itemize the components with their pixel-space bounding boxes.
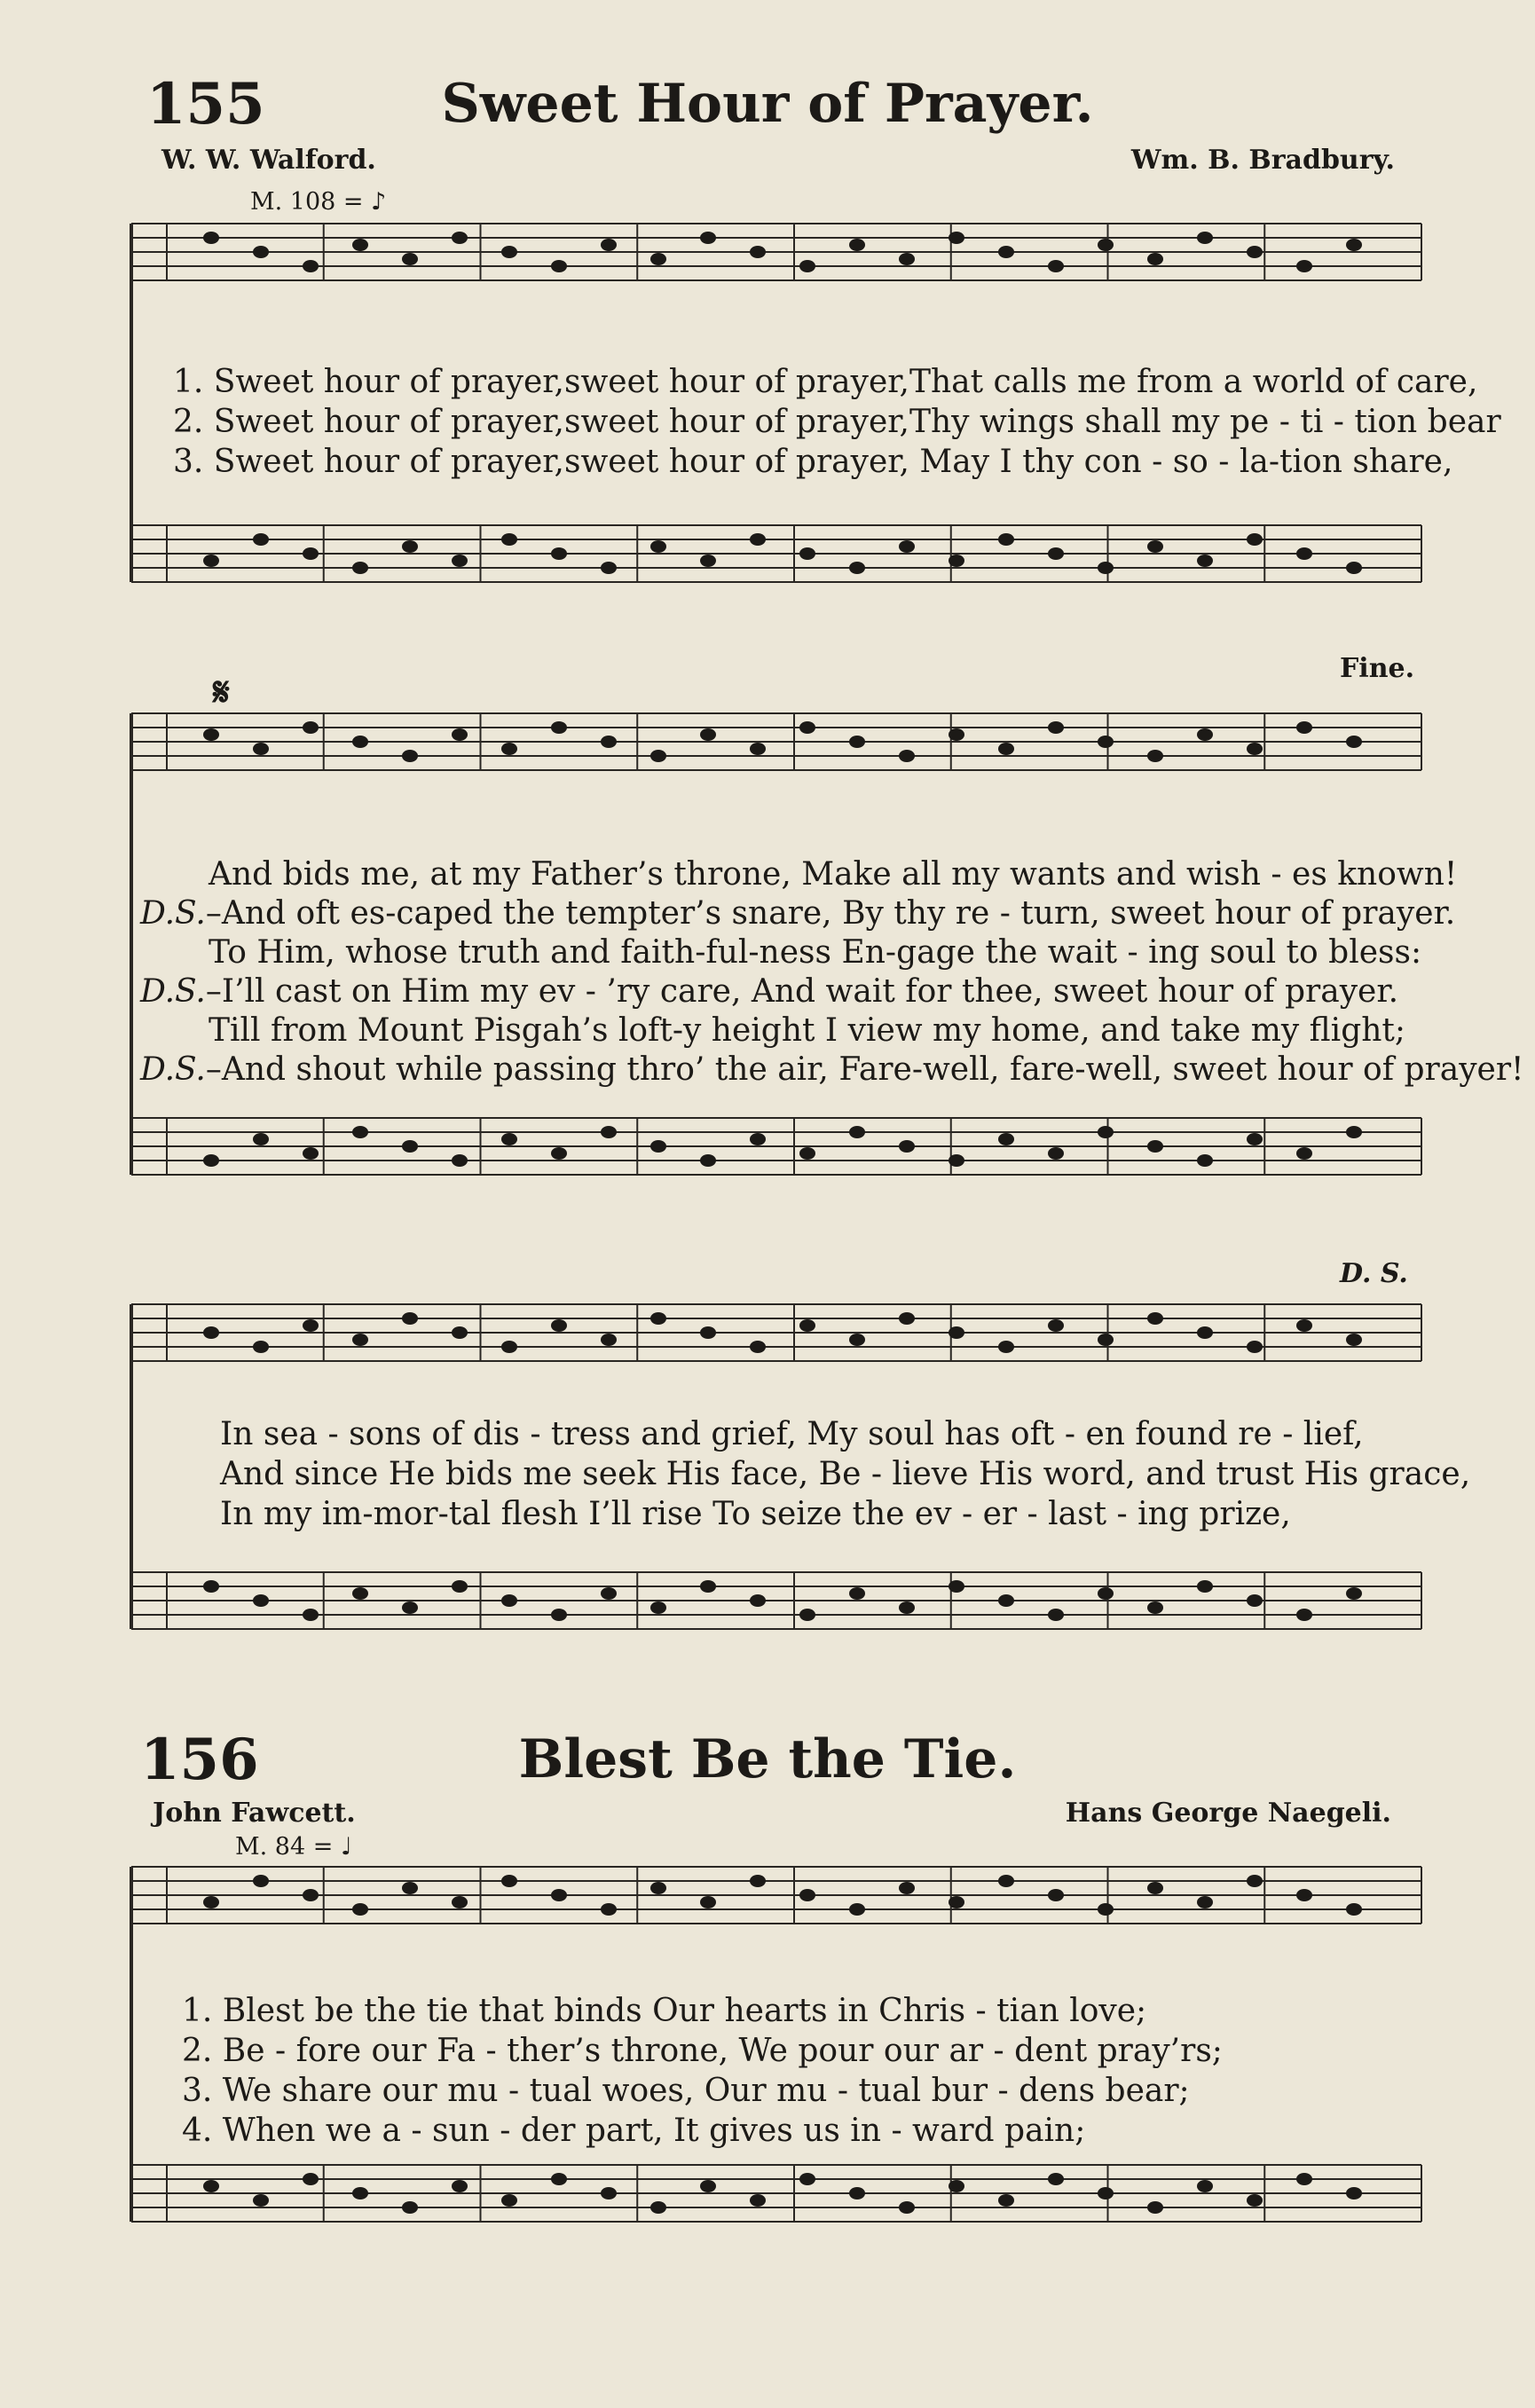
note-head (601, 2187, 617, 2199)
note-head (1147, 1882, 1163, 1894)
note-head (949, 1896, 964, 1908)
note-head (1197, 232, 1213, 244)
lyric-line: 1. Sweet hour of prayer,sweet hour of prayer,That calls me from a world of care, (173, 364, 1478, 400)
note-head (650, 1140, 666, 1153)
note-head (1296, 547, 1312, 560)
hymn-title: Sweet Hour of Prayer. (441, 73, 1094, 135)
note-head (899, 1882, 915, 1894)
note-head (899, 1140, 915, 1153)
note-head (750, 743, 766, 755)
note-head (1048, 1889, 1064, 1901)
note-head (551, 547, 567, 560)
note-head (849, 562, 865, 574)
note-head (303, 1147, 319, 1160)
note-head (501, 1341, 517, 1353)
note-head (799, 260, 815, 272)
hymn-title: Blest Be the Tie. (518, 1728, 1017, 1790)
note-head (1346, 562, 1362, 574)
lyric-line: In my im-mor-tal flesh I’ll rise To seize the ev - er - last - ing prize, (220, 1496, 1291, 1532)
note-head (501, 1594, 517, 1607)
note-head (402, 1140, 418, 1153)
note-head (1098, 2187, 1114, 2199)
note-head (1197, 1154, 1213, 1167)
note-head (551, 260, 567, 272)
note-head (402, 1882, 418, 1894)
note-head (1197, 555, 1213, 567)
note-head (452, 1326, 468, 1339)
note-head (551, 1147, 567, 1160)
lyric-line: Till from Mount Pisgah’s loft-y height I view my home, and take my flight; (209, 1012, 1406, 1049)
note-head (402, 1601, 418, 1614)
note-head (1048, 260, 1064, 272)
hymn-number: 156 (140, 1727, 259, 1793)
note-head (700, 1896, 716, 1908)
note-head (650, 253, 666, 265)
note-head (452, 555, 468, 567)
note-head (452, 232, 468, 244)
note-head (253, 2194, 269, 2207)
note-head (750, 1341, 766, 1353)
note-head (1098, 562, 1114, 574)
note-head (1296, 1319, 1312, 1332)
note-head (700, 2180, 716, 2192)
note-head (203, 1154, 219, 1167)
lyric-line: 1. Blest be the tie that binds Our hearts in Chris - tian love; (182, 1993, 1147, 2029)
hymn-author: W. W. Walford. (161, 145, 376, 176)
note-head (402, 253, 418, 265)
note-head (203, 1326, 219, 1339)
lyric-line: 2. Be - fore our Fa - ther’s throne, We pour our ar - dent pray’rs; (182, 2033, 1223, 2069)
note-head (402, 2201, 418, 2214)
note-head (352, 562, 368, 574)
note-head (1048, 1609, 1064, 1621)
note-head (998, 246, 1014, 258)
note-head (253, 1875, 269, 1887)
note-head (1147, 2201, 1163, 2214)
note-head (899, 750, 915, 762)
note-head (551, 2173, 567, 2185)
note-head (203, 1580, 219, 1593)
note-head (799, 1147, 815, 1160)
note-head (949, 232, 964, 244)
note-head (998, 533, 1014, 546)
note-head (501, 1133, 517, 1145)
note-head (1247, 246, 1263, 258)
note-head (352, 1126, 368, 1138)
note-head (1147, 1140, 1163, 1153)
note-head (949, 1326, 964, 1339)
note-head (601, 562, 617, 574)
note-head (352, 1587, 368, 1600)
note-head (1098, 1334, 1114, 1346)
note-head (1197, 1896, 1213, 1908)
note-head (303, 1609, 319, 1621)
note-head (1296, 260, 1312, 272)
note-head (998, 1341, 1014, 1353)
note-head (849, 1903, 865, 1916)
note-head (1147, 540, 1163, 553)
note-head (1296, 2173, 1312, 2185)
lyric-line: And since He bids me seek His face, Be - lieve His word, and trust His grace, (220, 1456, 1471, 1492)
note-head (799, 721, 815, 734)
note-head (650, 1601, 666, 1614)
note-head (601, 1587, 617, 1600)
note-head (1197, 728, 1213, 741)
lyric-line: 3. We share our mu - tual woes, Our mu - tual bur - dens bear; (182, 2073, 1190, 2109)
note-head (303, 260, 319, 272)
note-head (303, 2173, 319, 2185)
note-head (601, 1334, 617, 1346)
note-head (849, 2187, 865, 2199)
note-head (1247, 1133, 1263, 1145)
note-head (1247, 1875, 1263, 1887)
note-head (203, 2180, 219, 2192)
note-head (452, 1896, 468, 1908)
note-head (1247, 1594, 1263, 1607)
note-head (1346, 736, 1362, 748)
note-head (799, 2173, 815, 2185)
note-head (899, 1312, 915, 1325)
fine-marking: Fine. (1340, 653, 1415, 684)
note-head (1346, 1126, 1362, 1138)
note-head (501, 1875, 517, 1887)
note-head (799, 1319, 815, 1332)
note-head (1147, 1312, 1163, 1325)
note-head (501, 246, 517, 258)
note-head (501, 533, 517, 546)
ds-marking: D. S. (1340, 1258, 1408, 1289)
note-head (1296, 721, 1312, 734)
note-head (899, 1601, 915, 1614)
lyric-line: D.S.–And shout while passing thro’ the air, Fare-well, fare-well, sweet hour of prayer! (140, 1051, 1524, 1088)
note-head (700, 1154, 716, 1167)
lyric-line: D.S.–And oft es-caped the tempter’s snare, By thy re - turn, sweet hour of prayer. (140, 895, 1456, 932)
lyric-line: D.S.–I’ll cast on Him my ev - ’ry care, And wait for thee, sweet hour of prayer. (140, 973, 1399, 1010)
note-head (998, 1875, 1014, 1887)
note-head (750, 1875, 766, 1887)
lyric-line: 2. Sweet hour of prayer,sweet hour of prayer,Thy wings shall my pe - ti - tion bear (173, 404, 1501, 440)
note-head (700, 1326, 716, 1339)
note-head (352, 239, 368, 251)
hymn-composer: Hans George Naegeli. (1065, 1798, 1391, 1829)
note-head (303, 1319, 319, 1332)
note-head (750, 2194, 766, 2207)
note-head (402, 1312, 418, 1325)
segno-icon: 𝄋 (213, 670, 230, 715)
note-head (1247, 2194, 1263, 2207)
note-head (303, 547, 319, 560)
note-head (253, 1341, 269, 1353)
note-head (849, 1126, 865, 1138)
note-head (452, 1154, 468, 1167)
note-head (1048, 721, 1064, 734)
note-head (799, 1609, 815, 1621)
note-head (203, 555, 219, 567)
note-head (452, 1580, 468, 1593)
note-head (452, 2180, 468, 2192)
eighth-note-icon: ♪ (371, 188, 387, 216)
quarter-note-icon: ♩ (340, 1833, 352, 1861)
note-head (1098, 239, 1114, 251)
note-head (1048, 547, 1064, 560)
note-head (203, 232, 219, 244)
note-head (601, 1126, 617, 1138)
note-head (799, 547, 815, 560)
note-head (750, 246, 766, 258)
note-head (253, 1594, 269, 1607)
note-head (998, 743, 1014, 755)
note-head (203, 1896, 219, 1908)
note-head (750, 1594, 766, 1607)
note-head (601, 239, 617, 251)
note-head (1147, 750, 1163, 762)
metronome-mark: M. 108 = ♪ (250, 188, 387, 216)
note-head (1147, 1601, 1163, 1614)
note-head (203, 728, 219, 741)
note-head (700, 232, 716, 244)
note-head (650, 750, 666, 762)
note-head (352, 1903, 368, 1916)
note-head (1197, 2180, 1213, 2192)
note-head (700, 555, 716, 567)
note-head (352, 2187, 368, 2199)
hymn-number: 155 (146, 71, 265, 138)
note-head (452, 728, 468, 741)
note-head (849, 1587, 865, 1600)
note-head (949, 555, 964, 567)
note-head (1247, 1341, 1263, 1353)
note-head (998, 2194, 1014, 2207)
note-head (1296, 1147, 1312, 1160)
note-head (849, 736, 865, 748)
note-head (601, 736, 617, 748)
note-head (1197, 1580, 1213, 1593)
note-head (949, 1154, 964, 1167)
note-head (750, 1133, 766, 1145)
note-head (253, 743, 269, 755)
note-head (1048, 1319, 1064, 1332)
note-head (998, 1133, 1014, 1145)
note-head (1197, 1326, 1213, 1339)
note-head (899, 2201, 915, 2214)
note-head (1098, 1587, 1114, 1600)
note-head (700, 1580, 716, 1593)
note-head (1346, 1334, 1362, 1346)
note-head (1098, 1903, 1114, 1916)
note-head (253, 533, 269, 546)
note-head (501, 743, 517, 755)
note-head (998, 1594, 1014, 1607)
note-head (899, 253, 915, 265)
note-head (949, 2180, 964, 2192)
note-head (1048, 1147, 1064, 1160)
lyric-line: And bids me, at my Father’s throne, Make all my wants and wish - es known! (209, 856, 1458, 893)
note-head (303, 1889, 319, 1901)
note-head (1247, 743, 1263, 755)
hymn-author: John Fawcett. (153, 1798, 356, 1829)
note-head (1098, 1126, 1114, 1138)
note-head (402, 540, 418, 553)
lyric-line: To Him, whose truth and faith-ful-ness En-gage the wait - ing soul to bless: (209, 934, 1422, 971)
hymn-composer: Wm. B. Bradbury. (1130, 145, 1395, 176)
note-head (650, 1312, 666, 1325)
note-head (650, 540, 666, 553)
note-head (352, 736, 368, 748)
lyric-line: In sea - sons of dis - tress and grief, My soul has oft - en found re - lief, (220, 1416, 1364, 1452)
note-head (402, 750, 418, 762)
note-head (1346, 2187, 1362, 2199)
note-head (1296, 1609, 1312, 1621)
note-head (899, 540, 915, 553)
note-head (750, 533, 766, 546)
note-head (650, 1882, 666, 1894)
note-head (949, 728, 964, 741)
note-head (1247, 533, 1263, 546)
note-head (949, 1580, 964, 1593)
note-head (352, 1334, 368, 1346)
note-head (799, 1889, 815, 1901)
note-head (849, 1334, 865, 1346)
note-head (1098, 736, 1114, 748)
note-head (501, 2194, 517, 2207)
note-head (253, 246, 269, 258)
lyric-line: 3. Sweet hour of prayer,sweet hour of prayer, May I thy con - so - la-tion share, (173, 444, 1453, 480)
lyric-line: 4. When we a - sun - der part, It gives us in - ward pain; (182, 2113, 1086, 2149)
note-head (849, 239, 865, 251)
note-head (1296, 1889, 1312, 1901)
note-head (1147, 253, 1163, 265)
note-head (551, 1319, 567, 1332)
note-head (551, 721, 567, 734)
note-head (253, 1133, 269, 1145)
note-head (551, 1889, 567, 1901)
note-head (1048, 2173, 1064, 2185)
metronome-mark: M. 84 = ♩ (235, 1833, 352, 1861)
note-head (700, 728, 716, 741)
note-head (1346, 239, 1362, 251)
note-head (551, 1609, 567, 1621)
note-head (1346, 1903, 1362, 1916)
note-head (1346, 1587, 1362, 1600)
note-head (303, 721, 319, 734)
note-head (650, 2201, 666, 2214)
note-head (601, 1903, 617, 1916)
